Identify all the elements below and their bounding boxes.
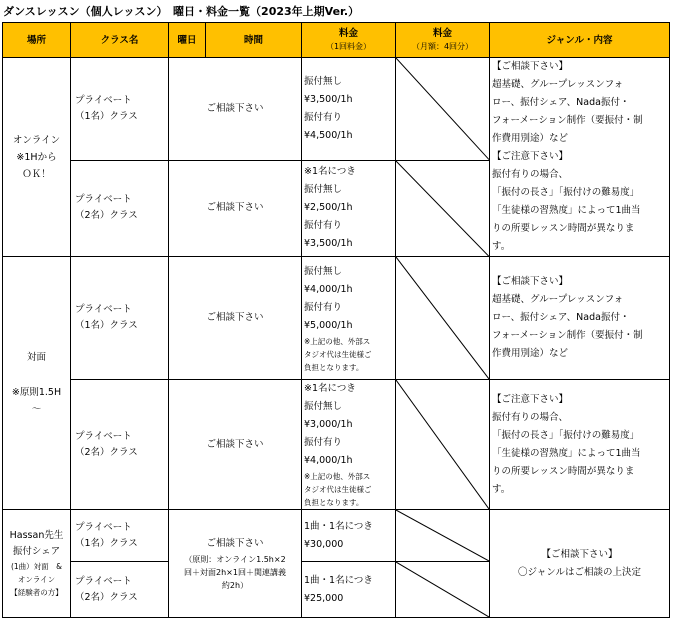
genre-line: 超基礎、グループレッスンフォ xyxy=(492,79,624,90)
price-line: 振付有り xyxy=(304,111,343,123)
genre-online xyxy=(490,58,670,257)
class-line: （1名）クラス xyxy=(75,320,138,331)
place-line: ～ xyxy=(31,403,42,415)
class-line: プライベート xyxy=(75,304,132,315)
genre-line: 作費用別途）など xyxy=(492,133,569,144)
price-line: ¥5,000/1h xyxy=(304,319,353,331)
price-hassan-private1 xyxy=(302,510,396,562)
table-row xyxy=(3,257,670,380)
genre-line: ロー、振付シェア、Nada振付・ xyxy=(492,312,630,323)
genre-line: 「振付の長さ」「振付けの難易度」 xyxy=(492,429,640,441)
header-price-monthly-label: 料金 xyxy=(432,28,452,39)
price-hassan-private2 xyxy=(302,562,396,618)
price-line: ¥3,500/1h xyxy=(304,238,353,250)
price-line: ※1名につき xyxy=(304,383,356,394)
genre-line: す。 xyxy=(492,483,511,495)
time-line: 回＋対面2h×1回＋関連講義 xyxy=(184,568,286,577)
price-line: ¥4,000/1h xyxy=(304,283,353,295)
place-line: 【経験者の方】 xyxy=(10,588,63,597)
place-taimen xyxy=(3,257,71,510)
price-line: ※1名につき xyxy=(304,166,356,178)
header-day: 曜日 xyxy=(169,23,206,58)
genre-line: 「生徒様の習熟度」によって1曲当 xyxy=(492,447,641,459)
class-line: （1名）クラス xyxy=(75,537,138,549)
genre-taimen-2 xyxy=(490,380,670,510)
header-place: 場所 xyxy=(3,23,71,58)
place-line: Hassan先生 xyxy=(9,530,64,541)
place-line: オンライン xyxy=(17,575,56,584)
class-online-private2 xyxy=(71,160,169,256)
price-line: ¥3,500/1h xyxy=(304,93,353,105)
genre-line: 作費用別途）など xyxy=(492,348,569,359)
time-line: 約2h） xyxy=(221,581,249,590)
time-line: ご相談下さい xyxy=(206,538,264,549)
class-hassan-private2 xyxy=(71,562,169,618)
genre-line: 振付有りの場合、 xyxy=(492,169,569,180)
place-hassan xyxy=(3,510,71,618)
price-line: 振付有り xyxy=(304,220,343,232)
price-note: タジオ代は生徒様ご xyxy=(304,349,372,359)
genre-line: 【ご相談下さい】 xyxy=(492,61,569,72)
price-line: 振付無し xyxy=(304,401,343,412)
table-row xyxy=(3,510,670,562)
genre-line: す。 xyxy=(492,241,511,252)
time-online-private2: ご相談下さい xyxy=(169,160,302,256)
genre-hassan xyxy=(490,510,670,618)
header-price-monthly xyxy=(396,23,490,58)
header-price-label: 料金 xyxy=(338,28,358,39)
time-hassan xyxy=(169,510,302,618)
class-hassan-private1 xyxy=(71,510,169,562)
price-line: ¥25,000 xyxy=(304,592,344,604)
header-row xyxy=(3,23,670,58)
place-line: (1曲）対面 & xyxy=(10,562,63,571)
price-line: 1曲・1名につき xyxy=(304,574,373,586)
price-line: 1曲・1名につき xyxy=(304,520,373,532)
class-line: （2名）クラス xyxy=(75,591,138,603)
place-line: 対面 xyxy=(26,351,46,363)
genre-line: 振付有りの場合、 xyxy=(492,411,569,423)
genre-line: 【ご注意下さい】 xyxy=(492,151,569,162)
class-line: （2名）クラス xyxy=(75,210,138,222)
monthly-empty xyxy=(396,257,490,380)
header-price-monthly-sub: （月額：4回分） xyxy=(411,42,474,51)
class-line: （1名）クラス xyxy=(75,110,138,122)
price-line: 振付無し xyxy=(304,75,343,87)
place-line: 振付シェア xyxy=(12,546,61,557)
table-row xyxy=(3,380,670,510)
genre-line: 【ご注意下さい】 xyxy=(492,393,569,405)
price-table xyxy=(2,22,670,618)
price-line: 振付無し xyxy=(304,184,343,196)
price-online-private1 xyxy=(302,58,396,161)
price-note: ※上記の他、外部ス xyxy=(304,336,371,346)
class-line: プライベート xyxy=(75,521,132,533)
price-line: ¥3,000/1h xyxy=(304,419,353,430)
genre-line: フォーメーション制作（要振付・制 xyxy=(492,330,643,341)
page-title: ダンスレッスン（個人レッスン） 曜日・料金一覧（2023年上期Ver.） xyxy=(3,5,360,18)
class-line: （2名）クラス xyxy=(75,446,138,458)
class-taimen-private2 xyxy=(71,380,169,510)
price-line: ¥4,000/1h xyxy=(304,455,353,466)
price-line: 振付有り xyxy=(304,437,343,448)
table-row xyxy=(3,58,670,161)
place-line: オンライン xyxy=(12,134,61,146)
genre-line: 「振付の長さ」「振付けの難易度」 xyxy=(492,187,640,198)
class-line: プライベート xyxy=(75,430,132,442)
price-line: ¥2,500/1h xyxy=(304,202,353,214)
genre-line: フォーメーション制作（要振付・制 xyxy=(492,115,643,126)
time-online-private1: ご相談下さい xyxy=(169,58,302,161)
price-line: 振付無し xyxy=(304,265,343,277)
price-taimen-private1 xyxy=(302,257,396,380)
place-line: ※1Hから xyxy=(16,151,57,163)
price-line: ¥4,500/1h xyxy=(304,129,353,141)
monthly-empty xyxy=(396,58,490,161)
genre-line: 超基礎、グループレッスンフォ xyxy=(492,294,624,305)
price-online-private2 xyxy=(302,160,396,256)
genre-line: りの所要レッスン時間が異なりま xyxy=(492,465,635,477)
monthly-empty xyxy=(396,380,490,510)
header-price xyxy=(302,23,396,58)
time-line: （原則：オンライン1.5h×2 xyxy=(184,555,286,564)
genre-taimen-1 xyxy=(490,257,670,380)
class-line: プライベート xyxy=(75,94,132,106)
header-price-sub: （1回料金） xyxy=(325,42,372,51)
place-line: ※原則1.5H xyxy=(11,386,62,398)
price-note: 負担となります。 xyxy=(304,498,364,507)
class-taimen-private1 xyxy=(71,257,169,380)
monthly-empty xyxy=(396,510,490,562)
header-genre: ジャンル・内容 xyxy=(490,23,670,58)
price-line: ¥30,000 xyxy=(304,538,344,550)
price-note: 負担となります。 xyxy=(304,362,364,372)
class-line: プライベート xyxy=(75,194,132,206)
price-taimen-private2 xyxy=(302,380,396,510)
class-line: プライベート xyxy=(75,575,132,587)
price-note: ※上記の他、外部ス xyxy=(304,472,371,481)
monthly-empty xyxy=(396,562,490,618)
place-line: ＯＫ！ xyxy=(22,168,51,180)
genre-line: ロー、振付シェア、Nada振付・ xyxy=(492,97,630,108)
genre-line: 【ご相談下さい】 xyxy=(541,548,618,560)
genre-line: 〇ジャンルはご相談の上決定 xyxy=(517,566,642,578)
price-note: タジオ代は生徒様ご xyxy=(304,485,372,494)
genre-line: 【ご相談下さい】 xyxy=(492,276,569,287)
genre-line: 「生徒様の習熟度」によって1曲当 xyxy=(492,205,641,216)
time-taimen-private1: ご相談下さい xyxy=(169,257,302,380)
place-online xyxy=(3,58,71,257)
header-class: クラス名 xyxy=(71,23,169,58)
price-line: 振付有り xyxy=(304,301,343,313)
class-online-private1 xyxy=(71,58,169,161)
time-taimen-private2: ご相談下さい xyxy=(169,380,302,510)
monthly-empty xyxy=(396,160,490,256)
header-time: 時間 xyxy=(206,23,302,58)
genre-line: りの所要レッスン時間が異なりま xyxy=(492,223,635,234)
